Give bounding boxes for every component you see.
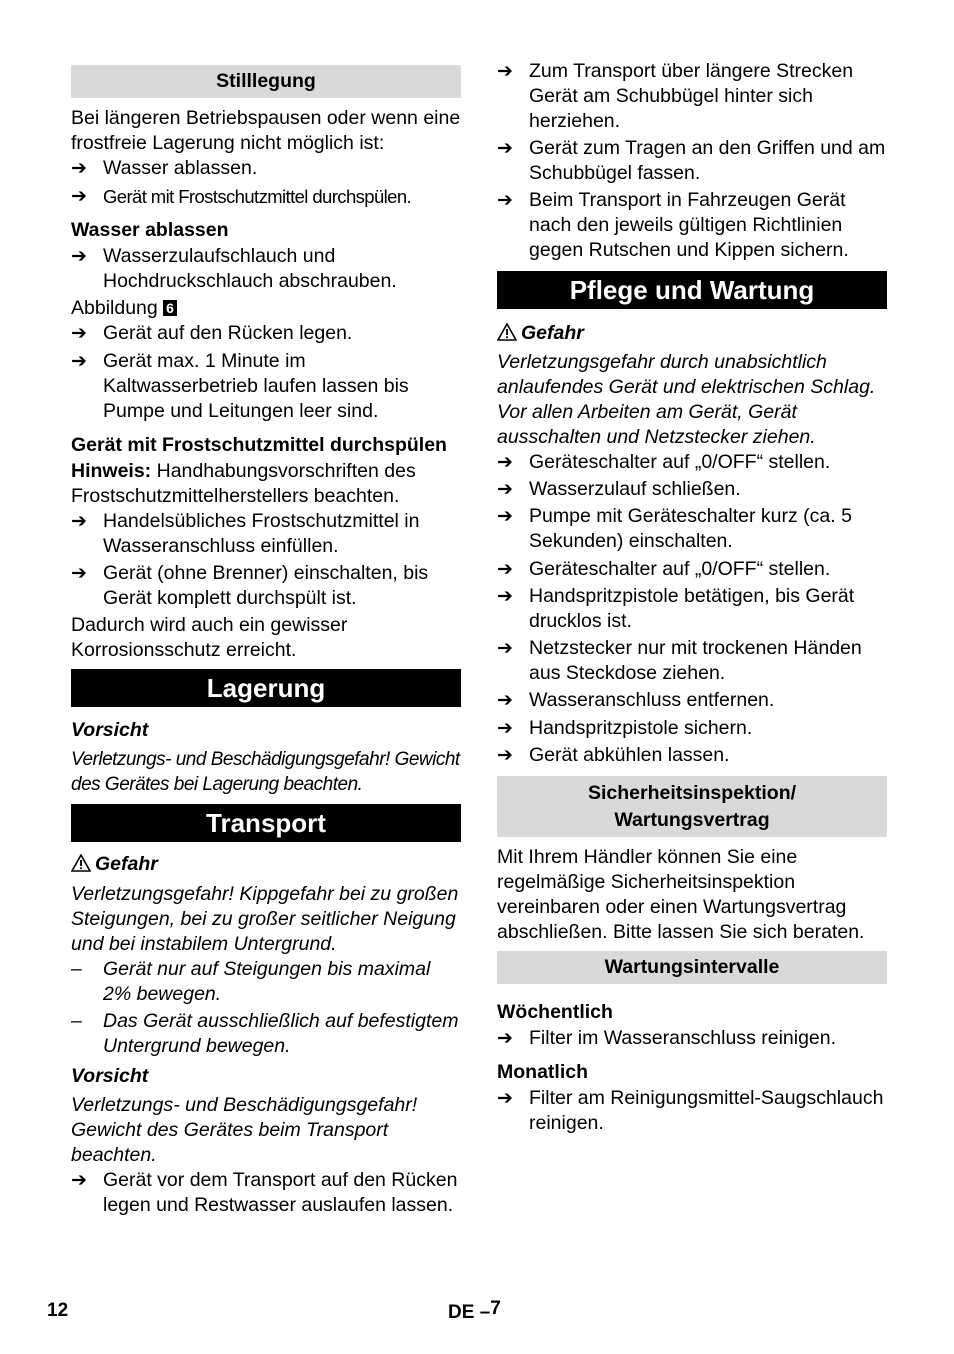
heading-sicherheitsinspektion: Sicherheitsinspektion/ Wartungsvertrag (497, 776, 887, 837)
caution-label: Vorsicht (71, 719, 149, 741)
list-item: ➔ Gerät zum Tragen an den Griffen und am Schubbügel fassen. (497, 137, 886, 184)
heading-lagerung: Lagerung (71, 669, 461, 707)
arrow-right-icon: ➔ (71, 158, 87, 179)
list-item: ➔ Geräteschalter auf „0/OFF“ stellen. (497, 558, 831, 580)
list-item: ➔ Gerät max. 1 Minute im Kaltwasserbetrieb laufen lassen bis Pumpe und Leitungen leer sind. (71, 350, 409, 422)
list-item: ➔ Gerät vor dem Transport auf den Rücken legen und Restwasser auslaufen lassen. (71, 1169, 458, 1216)
arrow-right-icon: ➔ (497, 138, 513, 159)
arrow-right-icon: ➔ (71, 1170, 87, 1191)
weekly-label: Wöchentlich (497, 1001, 613, 1023)
note-label: Hinweis: (71, 460, 152, 482)
list-item: ➔ Geräteschalter auf „0/OFF“ stellen. (497, 451, 831, 473)
list-item: – Gerät nur auf Steigungen bis maximal 2% bewegen. (71, 958, 431, 1005)
arrow-right-icon: ➔ (497, 1088, 513, 1109)
section-page-label: DE –7 (448, 1298, 501, 1323)
arrow-right-icon: ➔ (497, 479, 513, 500)
arrow-right-icon: ➔ (71, 186, 87, 207)
arrow-right-icon: ➔ (497, 190, 513, 211)
list-item: ➔ Gerät auf den Rücken legen. (71, 322, 353, 344)
arrow-right-icon: ➔ (497, 745, 513, 766)
arrow-right-icon: ➔ (71, 563, 87, 584)
list-item: ➔ Pumpe mit Geräteschalter kurz (ca. 5 Sekunden) einschalten. (497, 505, 852, 552)
stilllegung-intro: Bei längeren Betriebspausen oder wenn eine frostfreie Lagerung nicht möglich ist: (71, 107, 461, 154)
arrow-right-icon: ➔ (71, 351, 87, 372)
caution-label: Vorsicht (71, 1065, 149, 1087)
figure-number-badge: 6 (163, 300, 177, 316)
list-item: ➔ Zum Transport über längere Strecken Gerät am Schubbügel hinter sich herziehen. (497, 60, 854, 132)
note-paragraph: Hinweis: Handhabungsvorschriften des Frostschutzmittelherstellers beachten. (71, 460, 416, 507)
heading-pflege-und-wartung: Pflege und Wartung (497, 271, 887, 309)
arrow-right-icon: ➔ (497, 452, 513, 473)
list-item: – Das Gerät ausschließlich auf befestigtem Untergrund bewegen. (71, 1010, 459, 1057)
list-item: ➔ Wasserzulaufschlauch und Hochdruckschlauch abschrauben. (71, 245, 397, 292)
monthly-label: Monatlich (497, 1061, 588, 1083)
arrow-right-icon: ➔ (71, 246, 87, 267)
list-item: ➔ Gerät (ohne Brenner) einschalten, bis Gerät komplett durchspült ist. (71, 562, 429, 609)
arrow-right-icon: ➔ (497, 718, 513, 739)
warning-triangle-icon (497, 323, 517, 341)
heading-transport: Transport (71, 804, 461, 842)
list-item: ➔ Gerät mit Frostschutzmittel durchspülen. (71, 186, 412, 207)
arrow-right-icon: ➔ (497, 559, 513, 580)
list-item: ➔ Wasser ablassen. (71, 157, 258, 179)
list-item: ➔ Filter im Wasseranschluss reinigen. (497, 1027, 837, 1049)
arrow-right-icon: ➔ (497, 638, 513, 659)
warning-triangle-icon (71, 854, 91, 872)
list-item: ➔ Beim Transport in Fahrzeugen Gerät nach den jeweils gültigen Richtlinien gegen Rutschen und Kippen sichern. (497, 189, 849, 261)
list-item: ➔ Handspritzpistole betätigen, bis Gerät drucklos ist. (497, 585, 855, 632)
figure-reference: Abbildung 6 (71, 296, 461, 321)
dash-bullet: – (71, 1010, 82, 1032)
danger-label-row: Gefahr (497, 321, 887, 346)
page-number: 12 (47, 1300, 69, 1321)
arrow-right-icon: ➔ (71, 511, 87, 532)
heading-wasser-ablassen: Wasser ablassen (71, 219, 229, 241)
sicherheit-text: Mit Ihrem Händler können Sie eine regelmäßige Sicherheitsinspektion vereinbaren oder einen Wartungsvertrag abschließen. Bitte lassen Sie sich beraten. (497, 846, 865, 943)
dash-bullet: – (71, 958, 82, 980)
arrow-right-icon: ➔ (497, 690, 513, 711)
heading-wartungsintervalle: Wartungsintervalle (497, 951, 887, 984)
caution-text: Verletzungs- und Beschädigungsgefahr! Gewicht des Gerätes beim Transport beachten. (71, 1094, 418, 1166)
danger-text: Verletzungsgefahr! Kippgefahr bei zu großen Steigungen, bei zu großer seitlicher Neigung und bei instabilem Untergrund. (71, 883, 459, 955)
danger-text: Verletzungsgefahr durch unabsichtlich anlaufendes Gerät und elektrischen Schlag. Vor allen Arbeiten am Gerät, Gerät ausschalten und Netzstecker ziehen. (497, 351, 876, 448)
list-item: ➔ Handelsübliches Frostschutzmittel in Wasseranschluss einfüllen. (71, 510, 420, 557)
caution-text: Verletzungs- und Beschädigungsgefahr! Gewicht des Gerätes bei Lagerung beachten. (71, 749, 460, 795)
list-item: ➔ Filter am Reinigungsmittel-Saugschlauch reinigen. (497, 1087, 884, 1134)
heading-frostschutz: Gerät mit Frostschutzmittel durchspülen (71, 434, 447, 456)
list-item: ➔ Wasserzulauf schließen. (497, 478, 741, 500)
list-item: ➔ Wasseranschluss entfernen. (497, 689, 775, 711)
frostschutz-outro: Dadurch wird auch ein gewisser Korrosionsschutz erreicht. (71, 614, 348, 661)
arrow-right-icon: ➔ (497, 506, 513, 527)
arrow-right-icon: ➔ (71, 323, 87, 344)
danger-label-row: Gefahr (71, 852, 461, 877)
list-item: ➔ Gerät abkühlen lassen. (497, 744, 730, 766)
heading-stilllegung: Stilllegung (71, 65, 461, 98)
arrow-right-icon: ➔ (497, 586, 513, 607)
list-item: ➔ Handspritzpistole sichern. (497, 717, 753, 739)
arrow-right-icon: ➔ (497, 61, 513, 82)
list-item: ➔ Netzstecker nur mit trockenen Händen aus Steckdose ziehen. (497, 637, 862, 684)
arrow-right-icon: ➔ (497, 1028, 513, 1049)
